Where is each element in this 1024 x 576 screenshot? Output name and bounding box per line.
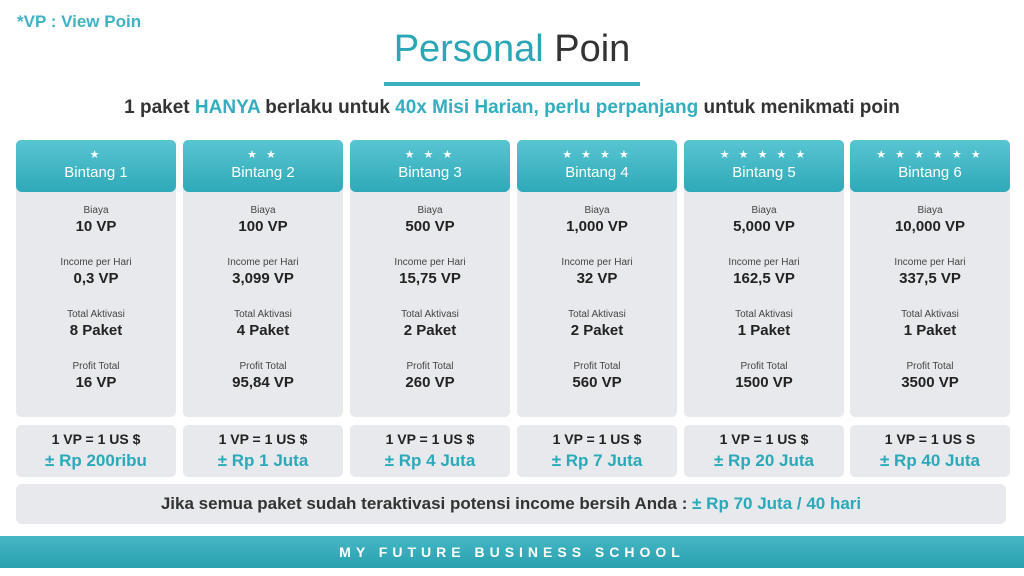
- aktivasi-value: 8 Paket: [69, 322, 123, 339]
- biaya-value: 500 VP: [405, 218, 455, 235]
- vp-rate: 1 VP = 1 US $: [385, 431, 475, 447]
- biaya-label: Biaya: [917, 205, 943, 216]
- rp-estimate: ± Rp 40 Juta: [879, 451, 981, 470]
- subtitle-text-1: 1 paket: [124, 97, 195, 118]
- star-icons: ★ ★ ★ ★ ★: [719, 149, 809, 161]
- income-value: 337,5 VP: [899, 270, 961, 287]
- rp-estimate: ± Rp 7 Juta: [551, 451, 643, 470]
- aktivasi-label: Total Aktivasi: [234, 309, 292, 320]
- vp-rate: 1 VP = 1 US $: [51, 431, 141, 447]
- rp-estimate: ± Rp 4 Juta: [384, 451, 476, 470]
- page-title: [0, 28, 1024, 71]
- biaya-value: 10,000 VP: [894, 218, 966, 235]
- title-part1: Personal: [393, 28, 544, 70]
- card-name: Bintang 3: [398, 164, 462, 181]
- package-card-bintang-4: [517, 140, 677, 417]
- rate-box-3: [350, 425, 510, 477]
- rate-box-4: [517, 425, 677, 477]
- profit-label: Profit Total: [406, 361, 454, 372]
- rate-boxes: [16, 425, 1008, 477]
- card-name: Bintang 5: [732, 164, 796, 181]
- card-body: [850, 192, 1010, 393]
- income-label: Income per Hari: [394, 257, 466, 268]
- rp-estimate: ± Rp 200ribu: [45, 451, 147, 470]
- vp-rate: 1 VP = 1 US $: [218, 431, 308, 447]
- card-header: [517, 140, 677, 192]
- vp-rate: 1 VP = 1 US $: [552, 431, 642, 447]
- card-header: [850, 140, 1010, 192]
- card-header: [16, 140, 176, 192]
- biaya-value: 5,000 VP: [733, 218, 795, 235]
- income-label: Income per Hari: [227, 257, 299, 268]
- title-part2: Poin: [554, 28, 631, 70]
- footer-banner: MY FUTURE BUSINESS SCHOOL: [0, 536, 1024, 568]
- rate-box-2: [183, 425, 343, 477]
- card-body: [16, 192, 176, 393]
- aktivasi-value: 2 Paket: [403, 322, 457, 339]
- summary-bar: [16, 484, 1006, 524]
- profit-value: 260 VP: [405, 374, 455, 391]
- income-label: Income per Hari: [894, 257, 966, 268]
- card-header: [350, 140, 510, 192]
- profit-label: Profit Total: [72, 361, 120, 372]
- profit-value: 3500 VP: [901, 374, 959, 391]
- card-body: [684, 192, 844, 393]
- aktivasi-label: Total Aktivasi: [735, 309, 793, 320]
- aktivasi-value: 4 Paket: [236, 322, 290, 339]
- star-icons: ★ ★: [247, 149, 279, 161]
- profit-value: 560 VP: [572, 374, 622, 391]
- aktivasi-value: 2 Paket: [570, 322, 624, 339]
- package-card-bintang-5: [684, 140, 844, 417]
- rate-box-5: [684, 425, 844, 477]
- vp-rate: 1 VP = 1 US $: [719, 431, 809, 447]
- title-underline: [384, 82, 640, 86]
- income-value: 162,5 VP: [733, 270, 795, 287]
- star-icons: ★ ★ ★: [404, 149, 456, 161]
- subtitle-text-2: berlaku untuk: [260, 97, 396, 118]
- income-value: 0,3 VP: [73, 270, 119, 287]
- income-value: 3,099 VP: [232, 270, 294, 287]
- package-card-bintang-2: [183, 140, 343, 417]
- subtitle-text-3: untuk menikmati poin: [698, 97, 900, 118]
- card-body: [350, 192, 510, 393]
- card-name: Bintang 1: [64, 164, 128, 181]
- subtitle-highlight-1: HANYA: [194, 97, 261, 118]
- card-body: [517, 192, 677, 393]
- card-name: Bintang 6: [898, 164, 962, 181]
- income-label: Income per Hari: [728, 257, 800, 268]
- profit-value: 16 VP: [75, 374, 117, 391]
- aktivasi-label: Total Aktivasi: [67, 309, 125, 320]
- vp-note: *VP : View Poin: [17, 12, 142, 31]
- card-name: Bintang 4: [565, 164, 629, 181]
- income-value: 15,75 VP: [399, 270, 461, 287]
- package-cards: [16, 140, 1008, 417]
- package-card-bintang-3: [350, 140, 510, 417]
- biaya-value: 10 VP: [75, 218, 117, 235]
- star-icons: ★ ★ ★ ★ ★ ★: [876, 149, 984, 161]
- profit-label: Profit Total: [906, 361, 954, 372]
- profit-value: 95,84 VP: [232, 374, 294, 391]
- card-header: [183, 140, 343, 192]
- card-header: [684, 140, 844, 192]
- profit-label: Profit Total: [573, 361, 621, 372]
- aktivasi-value: 1 Paket: [903, 322, 957, 339]
- aktivasi-label: Total Aktivasi: [568, 309, 626, 320]
- card-body: [183, 192, 343, 393]
- biaya-label: Biaya: [584, 205, 610, 216]
- biaya-label: Biaya: [83, 205, 109, 216]
- summary-text: Jika semua paket sudah teraktivasi potensi income bersih Anda :: [160, 494, 693, 513]
- rp-estimate: ± Rp 1 Juta: [217, 451, 309, 470]
- biaya-value: 100 VP: [238, 218, 288, 235]
- biaya-label: Biaya: [250, 205, 276, 216]
- subtitle: [0, 97, 1024, 119]
- aktivasi-label: Total Aktivasi: [901, 309, 959, 320]
- income-label: Income per Hari: [60, 257, 132, 268]
- star-icons: ★ ★ ★ ★: [562, 149, 632, 161]
- subtitle-highlight-2: 40x Misi Harian, perlu perpanjang: [395, 97, 699, 118]
- vp-rate: 1 VP = 1 US S: [884, 431, 976, 447]
- summary-highlight: ± Rp 70 Juta / 40 hari: [692, 494, 862, 513]
- biaya-value: 1,000 VP: [566, 218, 628, 235]
- profit-label: Profit Total: [740, 361, 788, 372]
- biaya-label: Biaya: [417, 205, 443, 216]
- income-label: Income per Hari: [561, 257, 633, 268]
- package-card-bintang-6: [850, 140, 1010, 417]
- profit-value: 1500 VP: [735, 374, 793, 391]
- package-card-bintang-1: [16, 140, 176, 417]
- card-name: Bintang 2: [231, 164, 295, 181]
- profit-label: Profit Total: [239, 361, 287, 372]
- star-icons: ★: [89, 149, 103, 161]
- rate-box-1: [16, 425, 176, 477]
- biaya-label: Biaya: [751, 205, 777, 216]
- rp-estimate: ± Rp 20 Juta: [713, 451, 815, 470]
- rate-box-6: [850, 425, 1010, 477]
- aktivasi-label: Total Aktivasi: [401, 309, 459, 320]
- income-value: 32 VP: [576, 270, 618, 287]
- aktivasi-value: 1 Paket: [737, 322, 791, 339]
